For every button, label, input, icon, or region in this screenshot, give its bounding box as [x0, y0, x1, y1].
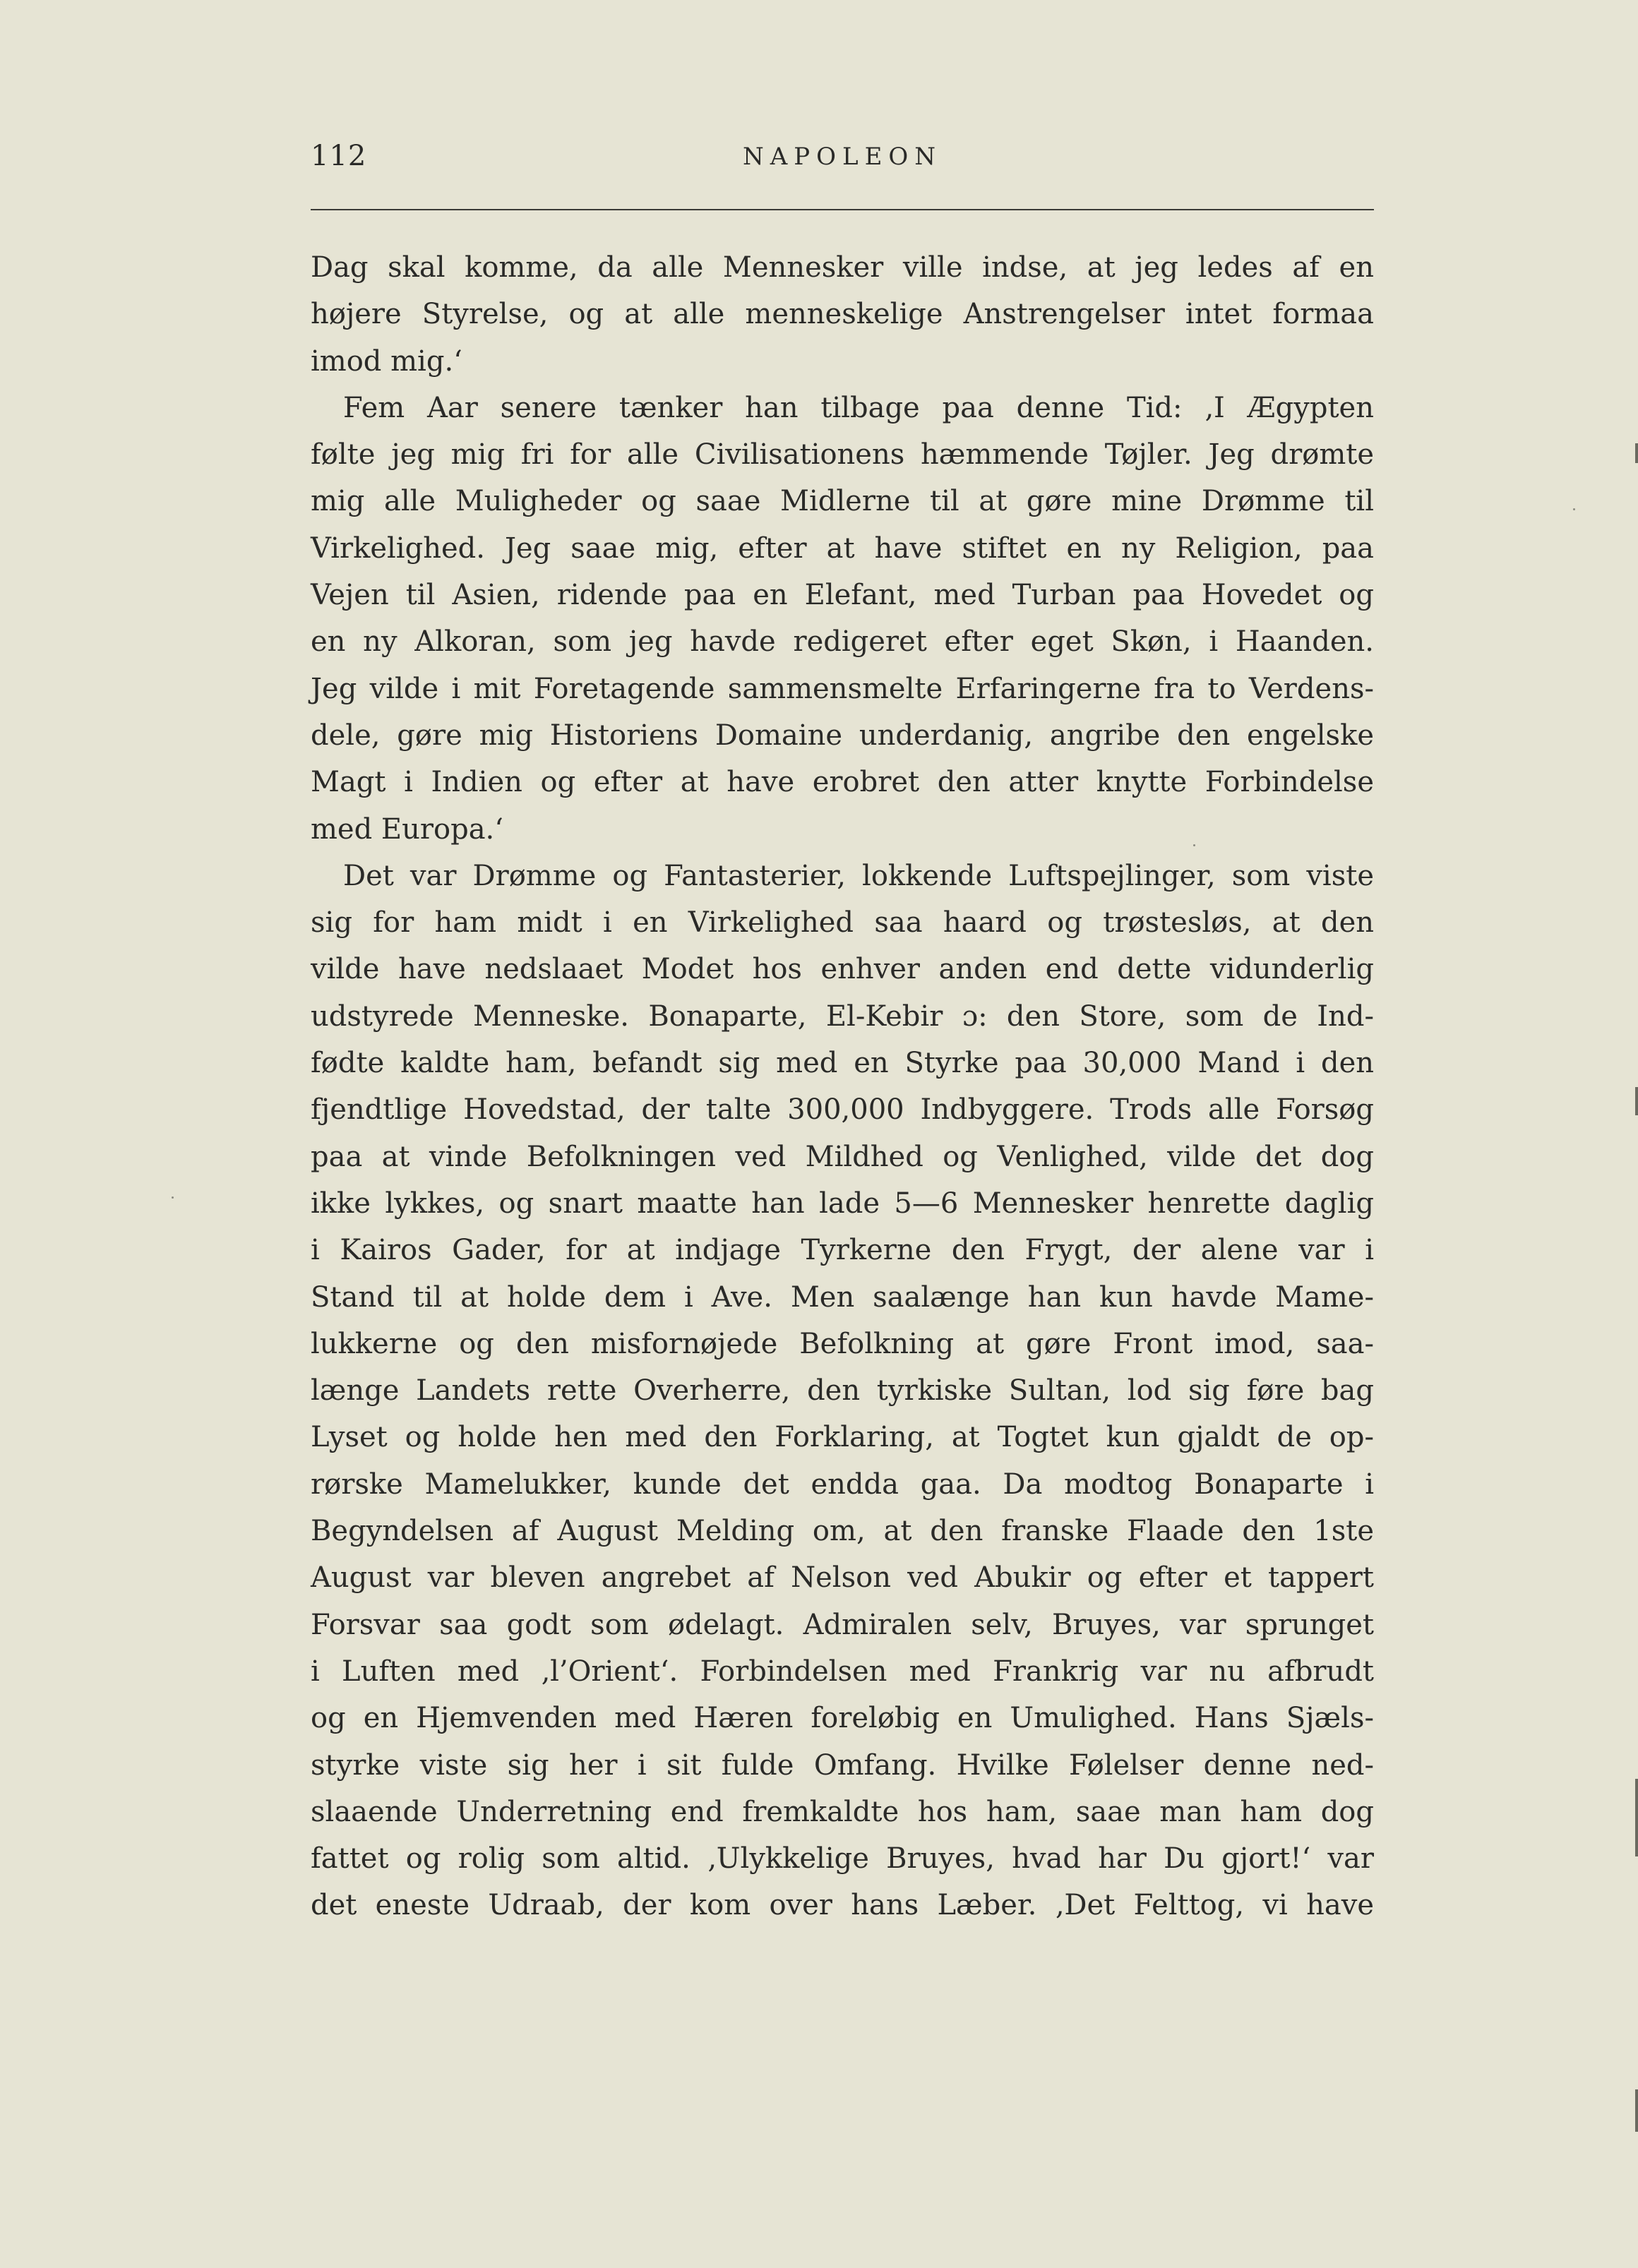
text-line: paa at vinde Befolkningen ved Mildhed og Venlighed, vilde det dog	[311, 1140, 1374, 1173]
running-title: NAPOLEON	[742, 143, 943, 171]
page-edge-mark	[1635, 2089, 1638, 2132]
text-line: fjendtlige Hovedstad, der talte 300,000 Indbyggere. Trods alle Forsøg	[311, 1093, 1374, 1127]
page-number: 112	[311, 140, 367, 172]
text-line: højere Styrelse, og at alle menneskelige Anstrengelser intet formaa	[311, 298, 1374, 331]
page-edge-mark	[1635, 443, 1638, 463]
text-line: i Kairos Gader, for at indjage Tyrkerne den Frygt, der alene var i	[311, 1234, 1374, 1267]
text-line: imod mig.‘	[311, 344, 462, 378]
text-line: slaaende Underretning end fremkaldte hos ham, saae man ham dog	[311, 1795, 1374, 1828]
text-line: Dag skal komme, da alle Mennesker ville indse, at jeg ledes af en	[311, 251, 1374, 284]
text-line: i Luften med ‚l’Orient‘. Forbindelsen med Frankrig var nu afbrudt	[311, 1655, 1374, 1688]
page-edge-mark	[1635, 1087, 1638, 1115]
text-line: Jeg vilde i mit Foretagende sammensmelte Erfaringerne fra to Verdens-	[311, 672, 1374, 705]
text-line: August var bleven angrebet af Nelson ved Abukir og efter et tappert	[311, 1561, 1374, 1595]
body-text	[311, 244, 1374, 1929]
text-line: Lyset og holde hen med den Forklaring, at Togtet kun gjaldt de op-	[311, 1421, 1374, 1454]
paper-speck	[172, 1196, 174, 1199]
text-line: Vejen til Asien, ridende paa en Elefant, med Turban paa Hovedet og	[311, 579, 1374, 612]
page-edge-mark	[1635, 1779, 1638, 1856]
text-line: ikke lykkes, og snart maatte han lade 5—6 Mennesker henrette daglig	[311, 1187, 1374, 1220]
text-line: Forsvar saa godt som ødelagt. Admiralen selv, Bruyes, var sprunget	[311, 1608, 1374, 1641]
text-line: længe Landets rette Overherre, den tyrkiske Sultan, lod sig føre bag	[311, 1374, 1374, 1408]
text-line: fattet og rolig som altid. ‚Ulykkelige Bruyes, hvad har Du gjort!‘ var	[311, 1842, 1374, 1876]
text-line: Stand til at holde dem i Ave. Men saalænge han kun havde Mame-	[311, 1280, 1374, 1314]
text-line: Fem Aar senere tænker han tilbage paa denne Tid: ‚I Ægypten	[343, 391, 1374, 424]
text-line: mig alle Muligheder og saae Midlerne til at gøre mine Drømme til	[311, 485, 1374, 518]
text-line: med Europa.‘	[311, 812, 503, 846]
text-line: følte jeg mig fri for alle Civilisationens hæmmende Tøjler. Jeg drømte	[311, 438, 1374, 472]
text-line: vilde have nedslaaet Modet hos enhver anden end dette vidunderlig	[311, 953, 1374, 986]
text-line: og en Hjemvenden med Hæren foreløbig en Umulighed. Hans Sjæls-	[311, 1702, 1374, 1735]
text-line: Virkelighed. Jeg saae mig, efter at have stiftet en ny Religion, paa	[311, 532, 1374, 565]
text-line: sig for ham midt i en Virkelighed saa haard og trøstesløs, at den	[311, 906, 1374, 940]
paper-speck	[1573, 508, 1575, 510]
text-line: dele, gøre mig Historiens Domaine underdanig, angribe den engelske	[311, 719, 1374, 752]
header-rule	[311, 209, 1374, 210]
text-line: fødte kaldte ham, befandt sig med en Styrke paa 30,000 Mand i den	[311, 1047, 1374, 1080]
text-line: styrke viste sig her i sit fulde Omfang. Hvilke Følelser denne ned-	[311, 1748, 1374, 1782]
text-line: en ny Alkoran, som jeg havde redigeret efter eget Skøn, i Haanden.	[311, 625, 1374, 659]
text-line: Magt i Indien og efter at have erobret den atter knytte Forbindelse	[311, 766, 1374, 799]
text-line: Begyndelsen af August Melding om, at den franske Flaade den 1ste	[311, 1515, 1374, 1548]
paper-speck	[1193, 844, 1195, 846]
text-line: lukkerne og den misfornøjede Befolkning at gøre Front imod, saa-	[311, 1327, 1374, 1360]
page-header	[311, 140, 1374, 182]
text-line: udstyrede Menneske. Bonaparte, El-Kebir ɔ: den Store, som de Ind-	[311, 1000, 1374, 1033]
text-line: Det var Drømme og Fantasterier, lokkende Luftspejlinger, som viste	[343, 859, 1374, 892]
text-line: det eneste Udraab, der kom over hans Læber. ‚Det Felttog, vi have	[311, 1889, 1374, 1922]
text-line: rørske Mamelukker, kunde det endda gaa. Da modtog Bonaparte i	[311, 1468, 1374, 1501]
